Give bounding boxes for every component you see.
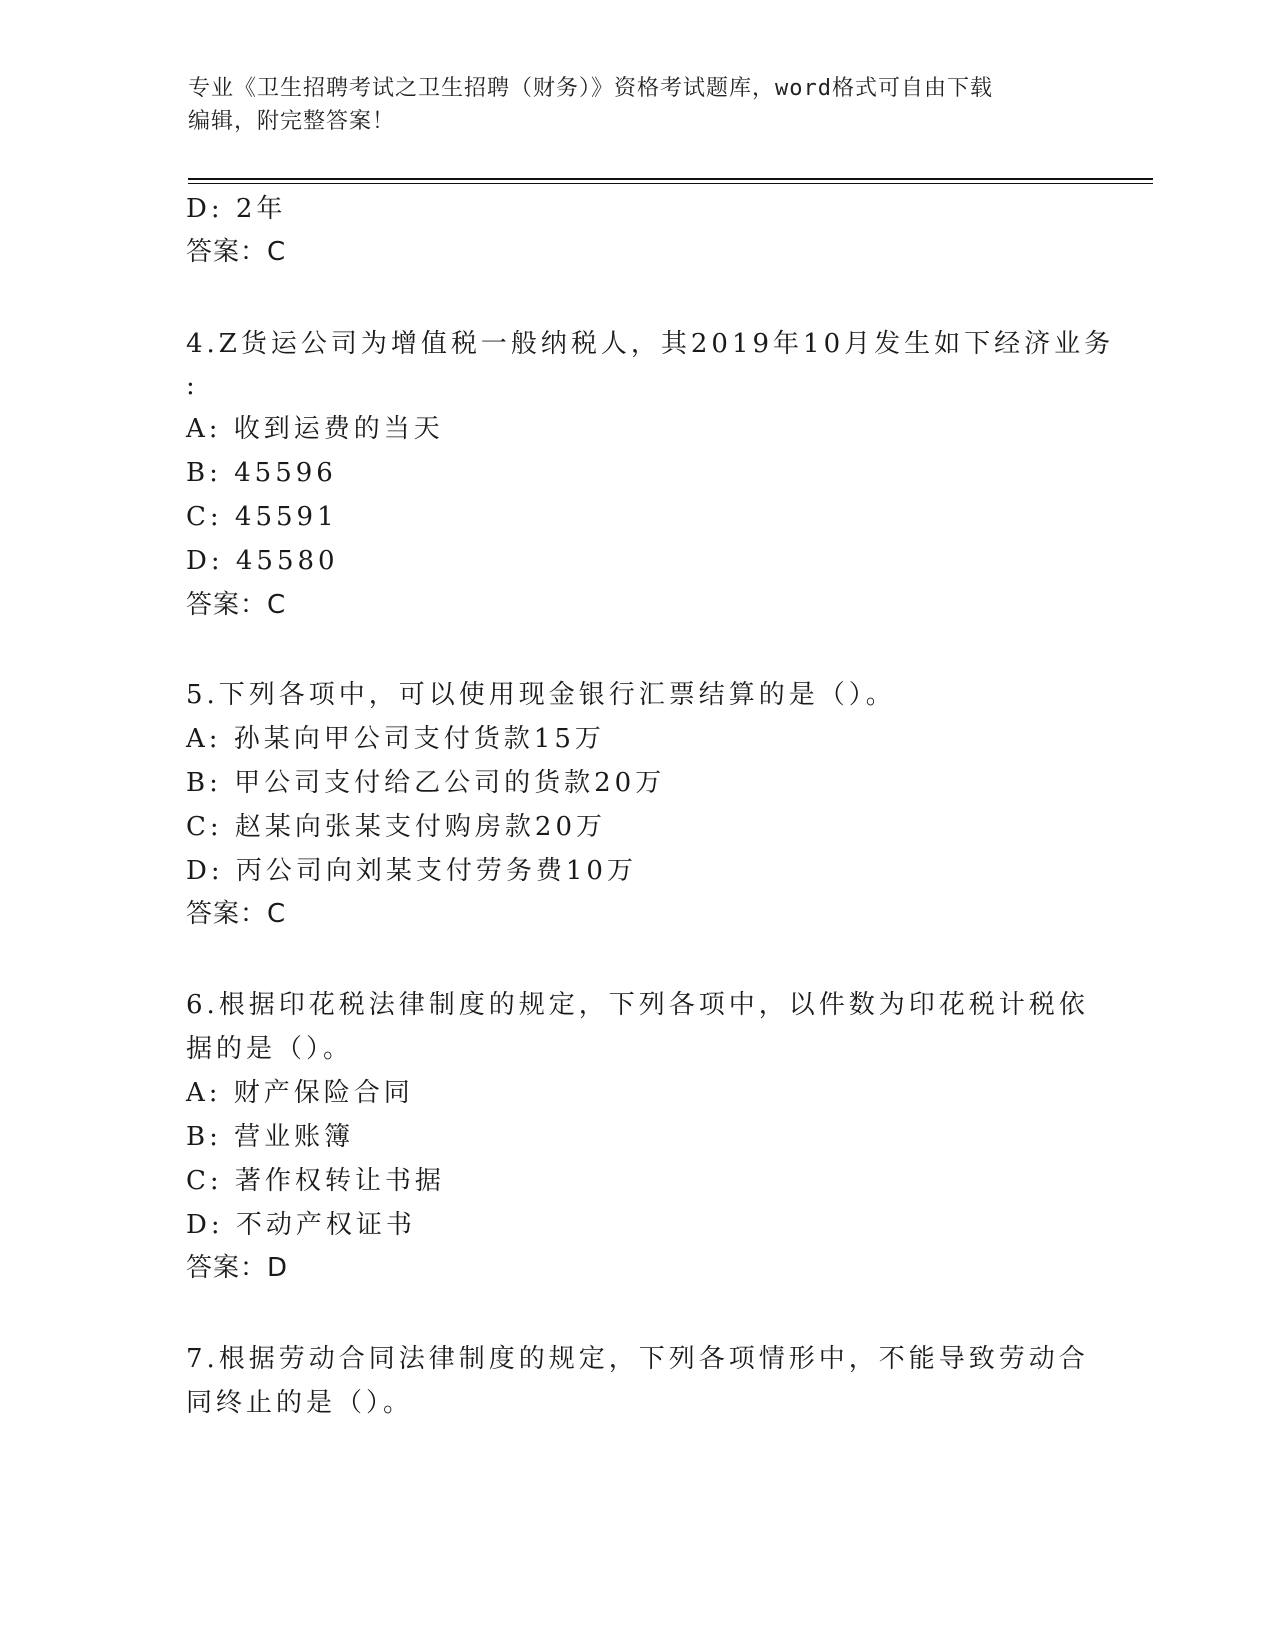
q4-option-c: C: 45591 (186, 502, 338, 532)
q7-stem-line-1: 7.根据劳动合同法律制度的规定，下列各项情形中，不能导致劳动合 (186, 1344, 1089, 1374)
q6-option-a: A: 财产保险合同 (186, 1078, 414, 1108)
q6-option-b: B: 营业账簿 (186, 1122, 355, 1152)
q5-answer: 答案：C (186, 899, 287, 929)
q6-stem-line-2: 据的是（）。 (186, 1034, 354, 1064)
document-header (188, 72, 1068, 138)
q5-option-a: A: 孙某向甲公司支付货款15万 (186, 724, 605, 754)
q4-option-b: B: 45596 (186, 458, 337, 488)
q5-option-c: C: 赵某向张某支付购房款20万 (186, 812, 607, 842)
q6-answer: 答案：D (186, 1253, 289, 1283)
q3-option-d: D: 2年 (186, 194, 287, 224)
q4-answer: 答案：C (186, 590, 287, 620)
q3-answer: 答案：C (186, 237, 287, 267)
q6-stem-line-1: 6.根据印花税法律制度的规定，下列各项中，以件数为印花税计税依 (186, 990, 1089, 1020)
header-divider-thin (188, 183, 1153, 184)
q5-stem: 5.下列各项中，可以使用现金银行汇票结算的是（）。 (186, 680, 896, 710)
q4-stem-line-2: : (186, 371, 199, 401)
q7-stem-line-2: 同终止的是（）。 (186, 1388, 414, 1418)
q6-option-d: D: 不动产权证书 (186, 1210, 416, 1240)
header-divider-thick (188, 178, 1153, 180)
q4-stem-line-1: 4.Z货运公司为增值税一般纳税人，其2019年10月发生如下经济业务 (186, 329, 1115, 359)
header-line-2: 编辑，附完整答案！ (188, 109, 396, 134)
q5-option-d: D: 丙公司向刘某支付劳务费10万 (186, 856, 637, 886)
q4-option-a: A: 收到运费的当天 (186, 414, 444, 444)
q5-option-b: B: 甲公司支付给乙公司的货款20万 (186, 768, 666, 798)
q4-option-d: D: 45580 (186, 546, 339, 576)
q6-option-c: C: 著作权转让书据 (186, 1166, 445, 1196)
header-line-1: 专业《卫生招聘考试之卫生招聘（财务）》资格考试题库，word格式可自由下载 (188, 76, 993, 101)
